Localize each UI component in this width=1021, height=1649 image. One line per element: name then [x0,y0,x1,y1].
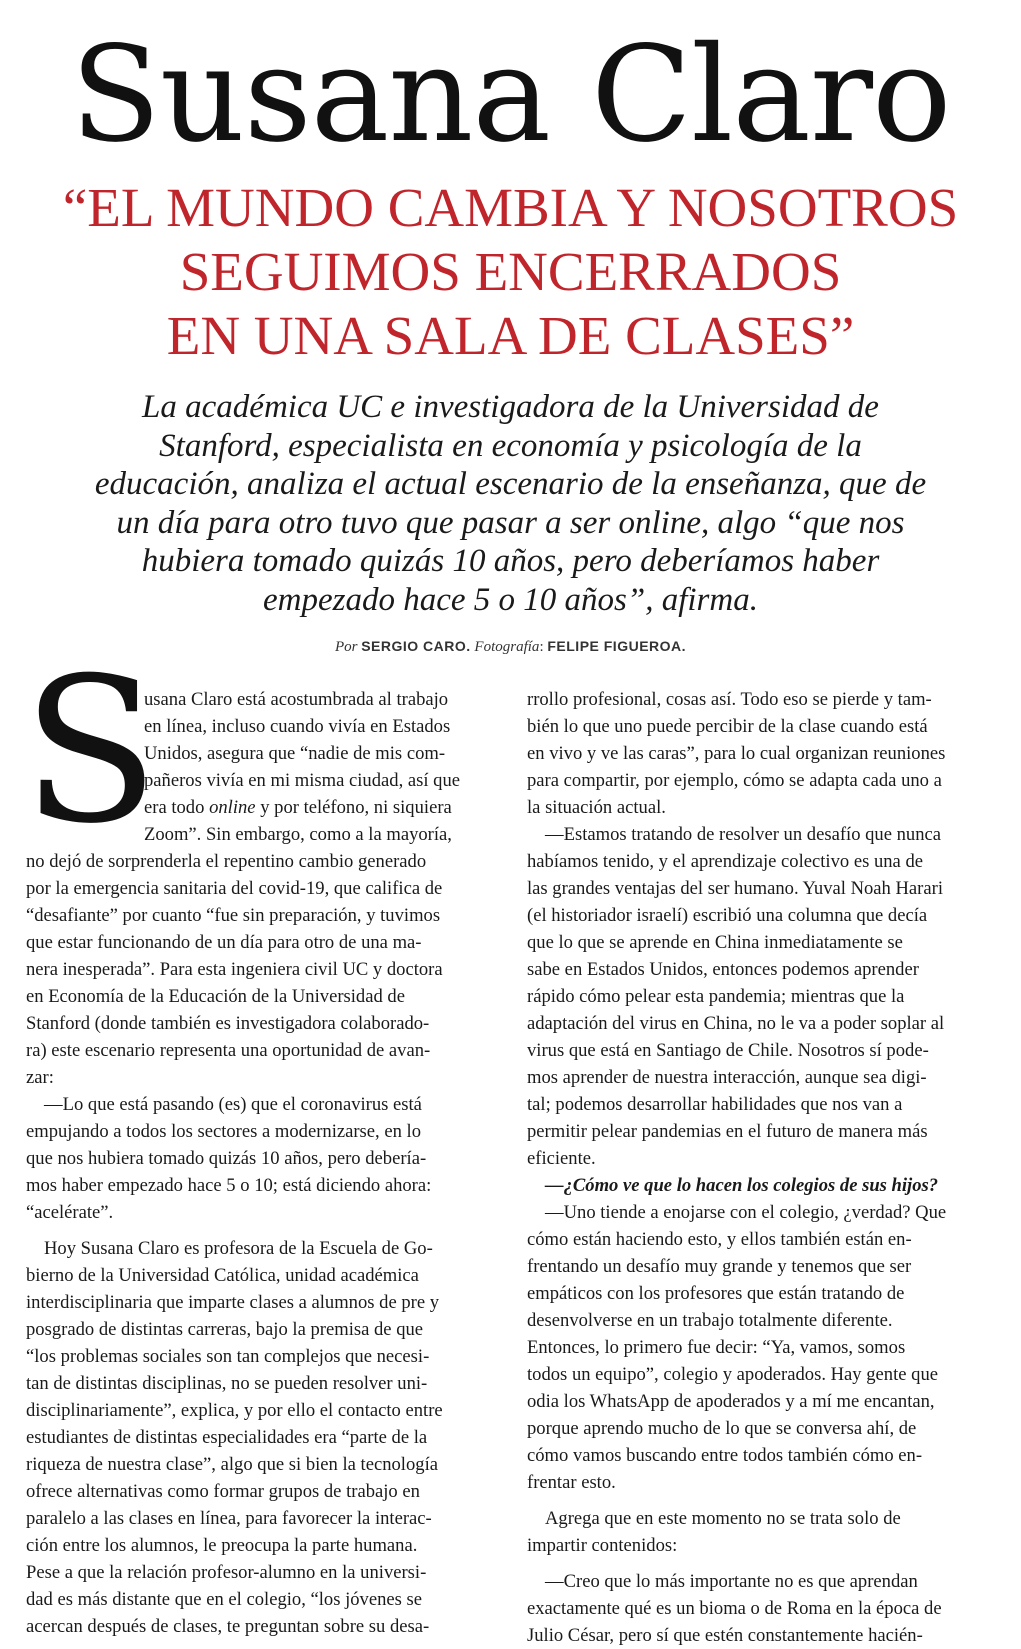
body-line: riqueza de nuestra clase”, algo que si bien la tecnología [26,1454,438,1475]
byline-por-label: Por [334,639,358,655]
body-line: bierno de la Universidad Católica, unidad académica [26,1265,419,1286]
body-line: “los problemas sociales son tan complejos que necesi- [26,1346,430,1367]
lead-line: La académica UC e investigadora de la Universidad de [142,389,879,425]
body-line: pañeros vivía en mi misma ciudad, así que [144,770,461,791]
body-line: Pese a que la relación profesor-alumno en la universi- [26,1562,427,1583]
body-line: frentando un desafío muy grande y tenemos que ser [527,1256,912,1277]
body-line: impartir contenidos: [527,1535,678,1556]
body-line: interdisciplinaria que imparte clases a alumnos de pre y [26,1292,440,1313]
body-line: estudiantes de distintas especialidades era “parte de la [26,1427,428,1448]
body-line: disciplinariamente”, explica, y por ello el contacto entre [26,1400,443,1421]
article-lead [20,388,1001,619]
body-line: que estar funcionando de un día para otro de una ma- [26,932,422,953]
body-line: para compartir, por ejemplo, cómo se adapta cada uno a [527,770,942,791]
byline-author: SERGIO CARO. [361,638,471,654]
body-line: Stanford (donde también es investigadora colaborado- [26,1013,430,1034]
body-line: cómo están haciendo esto, y ellos también están en- [527,1229,912,1250]
lead-line: un día para otro tuvo que pasar a ser online, algo “que nos [116,504,905,541]
body-line: frentar esto. [527,1472,616,1493]
body-line: habíamos tenido, y el aprendizaje colectivo es una de [527,851,923,872]
body-line: posgrado de distintas carreras, bajo la premisa de que [26,1319,424,1340]
body-line: usana Claro está acostumbrada al trabajo [144,689,449,710]
body-line: rápido cómo pelear esta pandemia; mientras que la [527,986,905,1007]
body-line: acercan después de clases, te preguntan sobre su desa- [26,1616,430,1637]
body-line: no dejó de sorprenderla el repentino cambio generado [26,851,427,872]
article-title: Susana Claro [70,18,951,172]
body-line: “acelérate”. [26,1202,114,1223]
body-line: ra) este escenario representa una oportunidad de avan- [26,1040,431,1061]
body-line: que lo que se aprende en China inmediatamente se [527,932,903,953]
body-line: porque aprendo mucho de lo que se conversa ahí, de [527,1418,917,1439]
body-line: —Lo que está pasando (es) que el coronavirus está [44,1094,422,1115]
body-line: odia los WhatsApp de apoderados y a mí me encantan, [527,1391,935,1412]
article-column-left [26,686,501,1640]
byline-photographer: FELIPE FIGUEROA. [547,638,687,654]
body-line: mos haber empezado hace 5 o 10; está diciendo ahora: [26,1175,432,1196]
subtitle-line: SEGUIMOS ENCERRADOS [179,241,842,302]
body-line: empáticos con los profesores que están tratando de [527,1283,905,1304]
lead-line: educación, analiza el actual escenario de la enseñanza, que de [94,466,927,502]
body-line: Hoy Susana Claro es profesora de la Escuela de Go- [44,1238,433,1259]
body-line [26,794,501,821]
body-line: empujando a todos los sectores a modernizarse, en lo [26,1121,421,1142]
body-line: en vivo y ve las caras”, para lo cual organizan reuniones [527,743,946,764]
lead-line: hubiera tomado quizás 10 años, pero deberíamos haber [141,543,880,579]
body-line: ofrece alternativas como formar grupos de trabajo en [26,1481,420,1502]
body-line: (el historiador israelí) escribió una columna que decía [527,905,928,926]
body-line: zar: [26,1067,54,1088]
emphasis-text: online [209,797,256,818]
drop-cap: S [22,635,160,868]
text-run: y por teléfono, ni siquiera [255,797,452,818]
lead-line: Stanford, especialista en economía y psicología de la [159,427,862,464]
body-line: desenvolverse en un trabajo totalmente diferente. [527,1310,893,1331]
body-line: Agrega que en este momento no se trata solo de [545,1508,901,1529]
article-subtitle [20,176,1001,368]
body-line: por la emergencia sanitaria del covid-19, que califica de [26,878,443,899]
lead-line: empezado hace 5 o 10 años”, afirma. [263,581,758,618]
body-line: —¿Cómo ve que lo hacen los colegios de sus hijos? [545,1175,939,1196]
body-line: nera inesperada”. Para esta ingeniera civil UC y doctora [26,959,443,980]
body-line: eficiente. [527,1148,596,1169]
body-line: rrollo profesional, cosas así. Todo eso se pierde y tam- [527,689,932,710]
body-line: cómo vamos buscando entre todos también cómo en- [527,1445,923,1466]
body-line: Unidos, asegura que “nadie de mis com- [144,743,446,764]
body-line: paralelo a las clases en línea, para favorecer la interac- [26,1508,432,1529]
body-line: —Uno tiende a enojarse con el colegio, ¿verdad? Que [545,1202,947,1223]
body-line: mos aprender de nuestra interacción, aunque sea digi- [527,1067,927,1088]
body-line: en línea, incluso cuando vivía en Estados [144,716,451,737]
byline-photo-label: Fotografía [474,639,540,655]
body-line: Julio César, pero sí que estén constantemente hacién- [527,1625,923,1646]
body-line: bién lo que uno puede percibir de la clase cuando está [527,716,928,737]
body-line: —Estamos tratando de resolver un desafío que nunca [545,824,942,845]
byline: Por SERGIO CARO. Fotografía: FELIPE FIGUEROA. [334,638,687,655]
body-line: “desafiante” por cuanto “fue sin preparación, y tuvimos [26,905,441,926]
body-line: virus que está en Santiago de Chile. Nosotros sí pode- [527,1040,929,1061]
article-column-right [527,686,1002,1649]
body-line: exactamente qué es un bioma o de Roma en la época de [527,1598,942,1619]
body-line: la situación actual. [527,797,666,818]
text-run: era todo [144,797,210,818]
subtitle-line: EN UNA SALA DE CLASES” [166,305,855,366]
subtitle-line: “EL MUNDO CAMBIA Y NOSOTROS [62,177,959,238]
body-line: en Economía de la Educación de la Universidad de [26,986,405,1007]
body-line: ción entre los alumnos, le preocupa la parte humana. [26,1535,418,1556]
body-line: permitir pelear pandemias en el futuro de manera más [527,1121,928,1142]
body-line: adaptación del virus en China, no le va a poder soplar al [527,1013,945,1034]
body-line: tan de distintas disciplinas, no se pueden resolver uni- [26,1373,428,1394]
body-line: sabe en Estados Unidos, entonces podemos aprender [527,959,919,980]
body-line: —Creo que lo más importante no es que aprendan [545,1571,918,1592]
body-line: Entonces, lo primero fue decir: “Ya, vamos, somos [527,1337,906,1358]
body-line: todos un equipo”, colegio y apoderados. Hay gente que [527,1364,939,1385]
body-line: Zoom”. Sin embargo, como a la mayoría, [144,824,452,845]
body-line: dad es más distante que en el colegio, “los jóvenes se [26,1589,423,1610]
body-line: las grandes ventajas del ser humano. Yuval Noah Harari [527,878,943,899]
body-line: tal; podemos desarrollar habilidades que nos van a [527,1094,903,1115]
body-line: que nos hubiera tomado quizás 10 años, pero debería- [26,1148,427,1169]
